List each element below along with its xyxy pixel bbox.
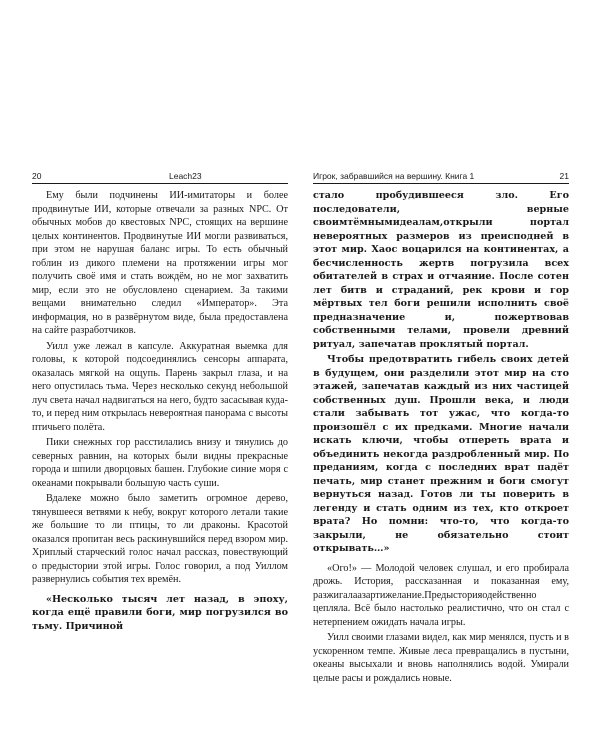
legend-quote-paragraph: стало пробудившееся зло. Его последователи, верные своимтёмнымидеалам,открыли портал невероятных размеров из преисподней в этот мир. Хаос воцарился на континентах, а бесчисленность жертв погрузила всех обитателей в страх и отчаяние. После сотен лет битв и страданий, рек крови и гор мёртвых тел боги решили исполнить своё предназначение и, пожертвовав собственными телами, провели древний ритуал, запечатав проклятый портал. — [313, 190, 569, 350]
left-running-title: Leach23 — [169, 171, 202, 181]
paragraph: Уилл своими глазами видел, как мир менялся, пусть и в ускоренном темпе. Живые леса превращались в пустыни, океаны высыхали и вновь наполнялись водой. Умирали целые расы и рождались новые. — [313, 632, 569, 684]
right-running-title: Игрок, забравшийся на вершину. Книга 1 — [313, 171, 475, 181]
right-page-number: 21 — [559, 171, 569, 181]
left-running-head — [32, 170, 288, 184]
left-page-body — [32, 189, 288, 633]
left-page-number: 20 — [32, 171, 42, 181]
right-running-head — [313, 170, 569, 184]
right-page — [313, 170, 569, 687]
legend-quote-paragraph: Чтобы предотвратить гибель своих детей в будущем, они разделили этот мир на сто этажей, запечатав каждый из них частицей собственных душ. Прошли века, и люди стали забывать тот ужас, что когда-то произошёл с их предками. Многие начали искать ключи, чтобы отпереть врата и объединить некогда раздробленный мир. По преданиям, когда с последних врат падёт печать, мир станет прежним и боги смогут вернуться назад. Готов ли ты поверить в легенду и стать одним из тех, кто откроет врата? Но помни: что-то, что когда-то закрыли, не обязательно стоит открывать…» — [313, 354, 569, 554]
paragraph: «Ого!» — Молодой человек слушал, и его пробирала дрожь. История, рассказанная и показанная ему, разжигалаазартижелание.Предысторияодейственно цепляла. Всё было настолько реалистично, что он стал с нетерпением ожидать начала игры. — [313, 562, 569, 628]
paragraph: Пики снежных гор расстилались внизу и тянулись до северных равнин, на которых были видны прекрасные города и шпили дворцовых башен. Глубокие синие моря с океанами покрывали большую часть суши. — [32, 437, 288, 489]
paragraph: Уилл уже лежал в капсуле. Аккуратная выемка для головы, к которой подсоединялись сенсоры аппарата, оказалась мягкой на ощупь. Парень закрыл глаза, и на него опустилась тьма. Через несколько секунд небольшой луч света начал надвигаться на него, будто засасывая куда-то, и перед ним открылась невероятная панорама с высоты птичьего полёта. — [32, 340, 288, 433]
paragraph: Ему были подчинены ИИ-имитаторы и более продвинутые ИИ, которые отвечали за разных NPC. От обычных мобов до квестовых NPC, стоящих на вершине целых континентов. Продвинутые ИИ могли развиваться, при этом не нарушая баланс игры. То есть обычный гоблин из дикого племени на протяжении игры мог получить своё имя и стать вождём, но не мог захватить мир, если это не обусловлено сценарием. За такими вещами внимательно следил «Император». Эта информация, но в развёрнутом виде, была предоставлена на сайте разработчиков. — [32, 190, 288, 336]
right-page-body — [313, 189, 569, 685]
legend-quote-paragraph: «Несколько тысяч лет назад, в эпоху, когда ещё правили боги, мир погрузился во тьму. Причиной — [32, 593, 288, 632]
paragraph: Вдалеке можно было заметить огромное дерево, тянувшееся ветвями к небу, вокруг которого летали такие же большие то ли птицы, то ли драконы. Красотой оказался пропитан весь раскинувшийся перед взором мир. Хриплый старческий голос начал рассказ, повествующий о предыстории этой игры. Голос говорил, а под Уиллом развернулись события тех времён. — [32, 493, 288, 585]
left-page — [32, 170, 288, 635]
